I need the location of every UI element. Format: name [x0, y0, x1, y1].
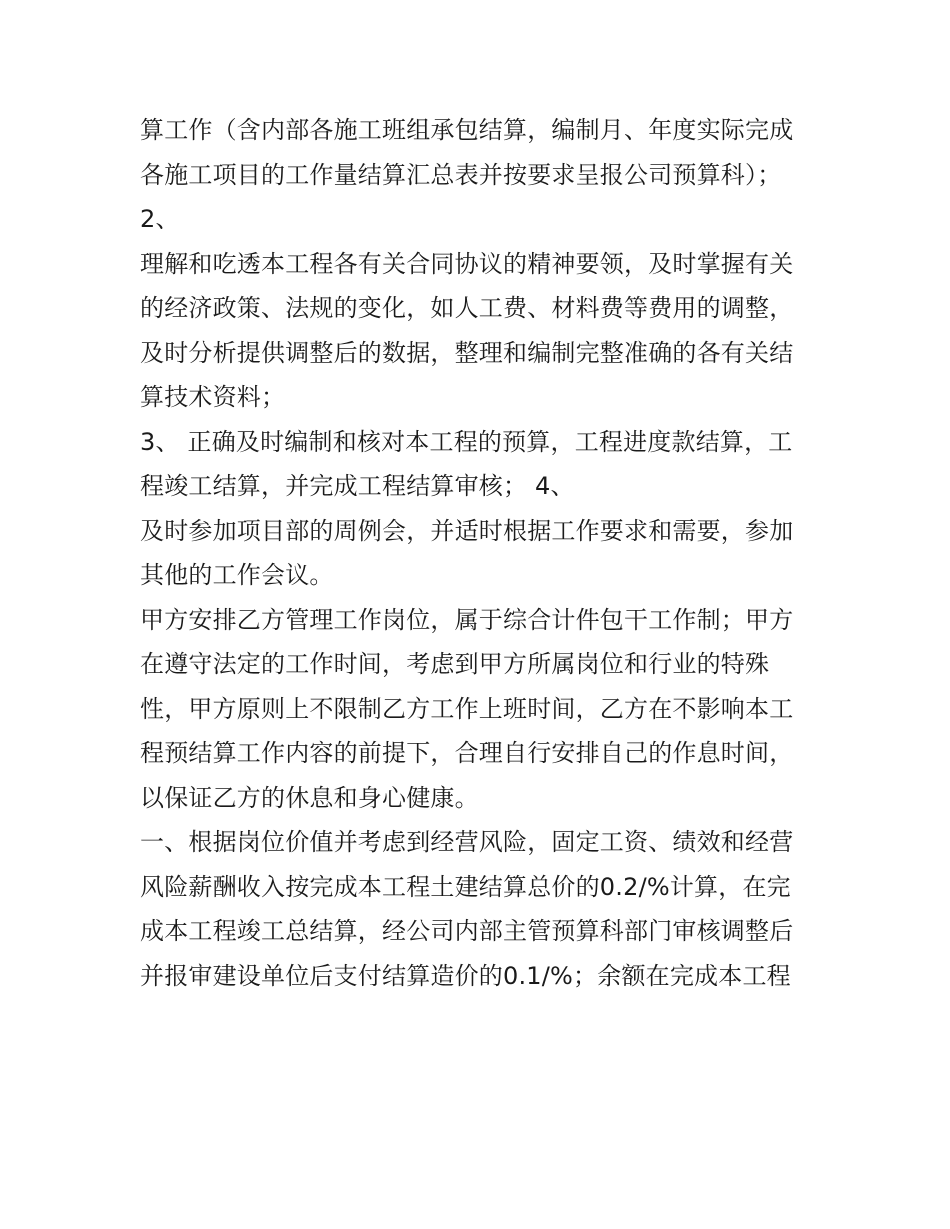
- text-line: 其他的工作会议。: [140, 561, 334, 589]
- text-line: 性，甲方原则上不限制乙方工作上班时间，乙方在不影响本工: [140, 694, 794, 723]
- text-line: 各施工项目的工作量结算汇总表并按要求呈报公司预算科）；: [140, 160, 782, 189]
- text-line: 及时参加项目部的周例会，并适时根据工作要求和需要，参加: [140, 516, 794, 545]
- text-line: 理解和吃透本工程各有关合同协议的精神要领，及时掌握有关: [140, 249, 794, 278]
- text-line: 算技术资料；: [140, 383, 286, 411]
- text-line: 成本工程竣工总结算，经公司内部主管预算科部门审核调整后: [140, 917, 794, 945]
- text-line: 甲方安排乙方管理工作岗位，属于综合计件包干工作制；甲方: [140, 605, 794, 634]
- text-line: 以保证乙方的休息和身心健康。: [140, 783, 479, 812]
- text-line: 及时分析提供调整后的数据，整理和编制完整准确的各有关结: [140, 338, 794, 367]
- text-line: 并报审建设单位后支付结算造价的0.1/%；余额在完成本工程: [140, 961, 791, 990]
- text-line: 风险薪酬收入按完成本工程土建结算总价的0.2/%计算，在完: [140, 872, 791, 901]
- text-line: 一、根据岗位价值并考虑到经营风险，固定工资、绩效和经营: [140, 828, 794, 856]
- text-line: 算工作（含内部各施工班组承包结算，编制月、年度实际完成: [140, 116, 794, 144]
- text-line: 程竣工结算，并完成工程结算审核； 4、: [140, 472, 575, 500]
- document-body: [140, 108, 820, 998]
- text-line: 在遵守法定的工作时间，考虑到甲方所属岗位和行业的特殊: [140, 650, 770, 678]
- text-line: 3、 正确及时编制和核对本工程的预算，工程进度款结算，工: [140, 427, 793, 456]
- text-line: 程预结算工作内容的前提下，合理自行安排自己的作息时间，: [140, 739, 794, 767]
- text-line: 的经济政策、法规的变化，如人工费、材料费等费用的调整，: [140, 294, 794, 322]
- text-line: 2、: [140, 205, 180, 233]
